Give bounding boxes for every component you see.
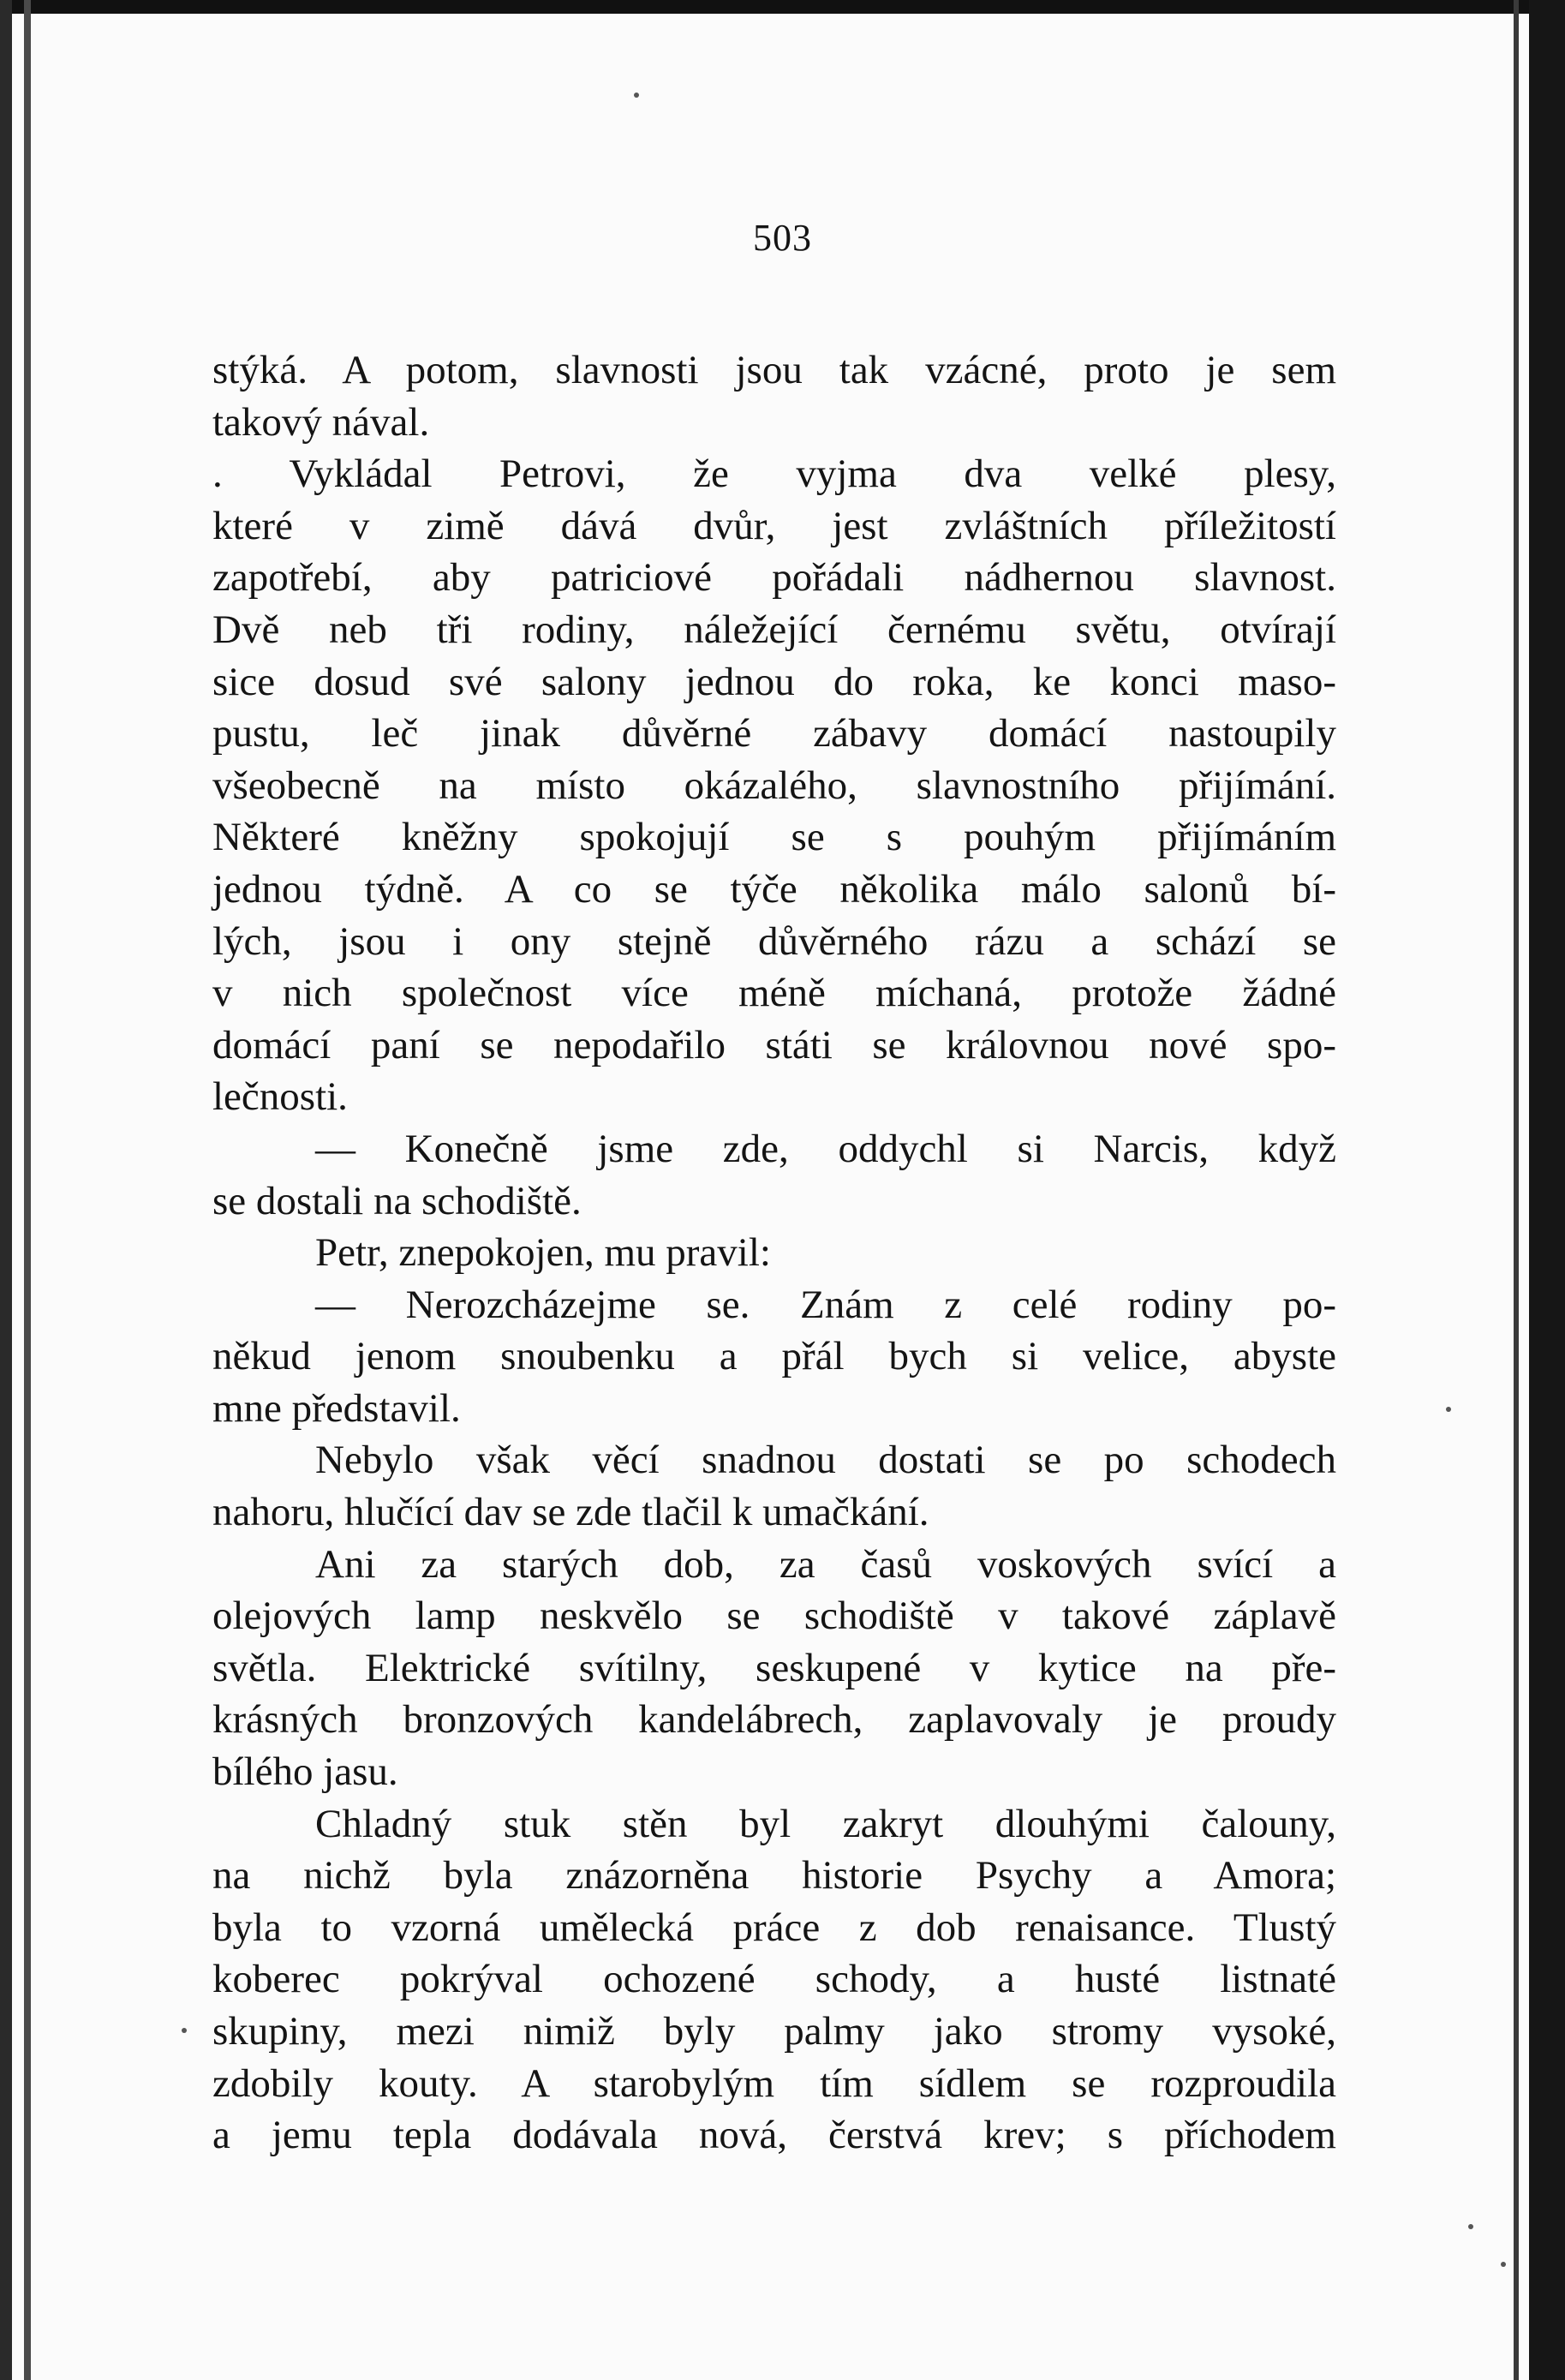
text-line: někud jenom snoubenku a přál bych si velice, abyste — [212, 1334, 1336, 1379]
text-line: olejových lamp neskvělo se schodiště v takové záplavě — [212, 1594, 1336, 1639]
text-line: nahoru, hlučící dav se zde tlačil k umačkání. — [212, 1490, 929, 1535]
text-line: mne představil. — [212, 1385, 461, 1431]
text-line: bílého jasu. — [212, 1749, 398, 1795]
text-line: jednou týdně. A co se týče několika málo salonů bí- — [212, 866, 1336, 912]
text-line: Dvě neb tři rodiny, náležející černému světu, otvírají — [212, 607, 1336, 652]
scan-speck — [1468, 2224, 1473, 2229]
scan-speck — [1501, 2262, 1506, 2267]
text-line: Některé kněžny spokojují se s pouhým přijímáním — [212, 815, 1336, 860]
text-line: lých, jsou i ony stejně důvěrného rázu a schází se — [212, 918, 1336, 964]
page-number: 503 — [753, 217, 812, 259]
text-line: Petr, znepokojen, mu pravil: — [315, 1230, 771, 1276]
text-line: krásných bronzových kandelábrech, zaplavovaly je proudy — [212, 1697, 1336, 1743]
text-line: lečnosti. — [212, 1074, 348, 1120]
text-line: světla. Elektrické svítilny, seskupené v kytice na pře- — [212, 1645, 1336, 1690]
text-line: a jemu tepla dodávala nová, čerstvá krev; s příchodem — [212, 2113, 1336, 2158]
scan-edge-right-inner — [1514, 0, 1519, 2380]
scan-speck — [182, 2028, 187, 2033]
scan-edge-right — [1529, 0, 1565, 2380]
scan-edge-left-inner — [24, 0, 31, 2380]
text-line: skupiny, mezi nimiž byly palmy jako stromy vysoké, — [212, 2009, 1336, 2054]
text-line: na nichž byla znázorněna historie Psychy a Amora; — [212, 1853, 1336, 1899]
scan-speck — [634, 93, 639, 98]
text-line: všeobecně na místo okázalého, slavnostního přijímání. — [212, 762, 1336, 808]
text-line: stýká. A potom, slavnosti jsou tak vzácné, proto je sem — [212, 348, 1336, 392]
text-line: Nebylo však věcí snadnou dostati se po schodech — [315, 1438, 1336, 1483]
text-line: domácí paní se nepodařilo státi se královnou nové spo- — [212, 1022, 1336, 1067]
text-line: — Nerozcházejme se. Znám z celé rodiny po- — [315, 1282, 1336, 1327]
text-line: takový nával. — [212, 399, 430, 445]
scan-speck — [1446, 1407, 1451, 1412]
text-line: zdobily kouty. A starobylým tím sídlem se rozproudila — [212, 2060, 1336, 2106]
scan-edge-top — [0, 0, 1565, 14]
scan-edge-left — [0, 0, 12, 2380]
body-text — [212, 344, 1336, 2162]
text-line: v nich společnost více méně míchaná, protože žádné — [212, 971, 1336, 1016]
text-line: byla to vzorná umělecká práce z dob renaisance. Tlustý — [212, 1905, 1336, 1950]
text-line: které v zimě dává dvůr, jest zvláštních příležitostí — [212, 503, 1336, 548]
text-line: Chladný stuk stěn byl zakryt dlouhými čalouny, — [315, 1801, 1336, 1846]
text-line: zapotřebí, aby patriciové pořádali nádhernou slavnost. — [212, 555, 1336, 601]
text-line: Ani za starých dob, za časů voskových svící a — [315, 1541, 1336, 1587]
text-line: se dostali na schodiště. — [212, 1178, 582, 1223]
text-line: sice dosud své salony jednou do roka, ke konci maso- — [212, 659, 1336, 704]
text-line: pustu, leč jinak důvěrné zábavy domácí nastoupily — [212, 711, 1336, 756]
text-line: — Konečně jsme zde, oddychl si Narcis, když — [315, 1126, 1336, 1171]
text-line: . Vykládal Petrovi, že vyjma dva velké plesy, — [212, 451, 1336, 497]
text-line: koberec pokrýval ochozené schody, a husté listnaté — [212, 1957, 1336, 2002]
